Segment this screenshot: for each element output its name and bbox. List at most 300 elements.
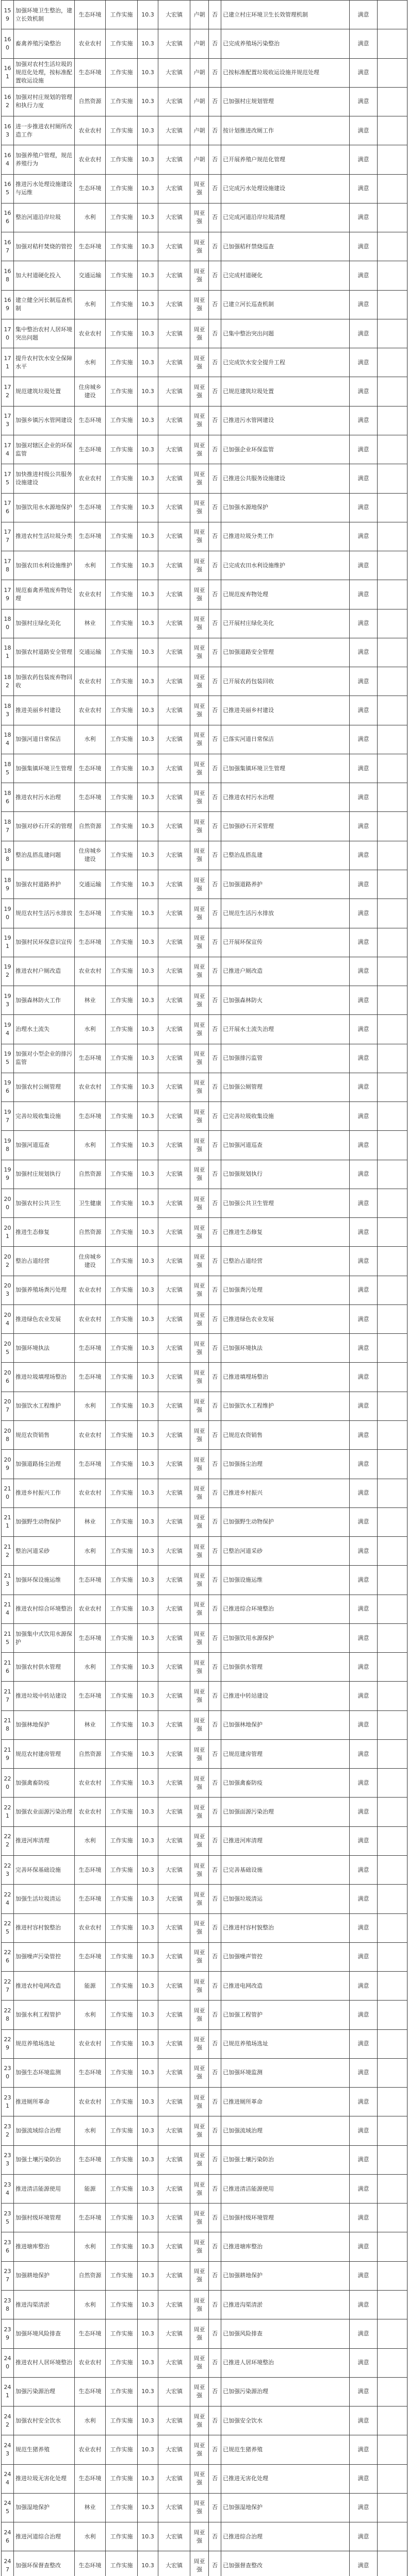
complaint-content-cell: 加强集中式饮用水源保护 — [14, 1623, 75, 1652]
category-cell: 农业农村 — [75, 580, 106, 609]
table-row — [2, 1856, 407, 1885]
remark-cell — [378, 1102, 407, 1131]
remark-cell — [378, 1334, 407, 1363]
public-flag-cell: 否 — [209, 1015, 221, 1044]
table-row — [2, 1710, 407, 1739]
rectification-status-cell: 已加强林地保护 — [221, 1710, 350, 1739]
remark-cell — [378, 1073, 407, 1101]
remark-cell — [378, 1450, 407, 1479]
complaint-content-cell: 加强农村公厕管理 — [14, 1073, 75, 1101]
remark-cell — [378, 1769, 407, 1798]
row-number-cell: 171 — [2, 348, 14, 377]
category-cell: 水利 — [75, 1537, 106, 1566]
type-cell: 工作实施 — [106, 696, 138, 725]
category-cell: 农业农村 — [75, 145, 106, 174]
town-cell: 大宏镇 — [158, 2058, 190, 2087]
level-cell: 10.3 — [138, 1942, 158, 1971]
category-cell: 水利 — [75, 1392, 106, 1420]
responsible-person-cell: 周亚强 — [190, 319, 209, 348]
responsible-person-cell: 周亚强 — [190, 638, 209, 667]
satisfaction-cell: 满意 — [350, 899, 378, 928]
category-cell: 卫生健康 — [75, 1189, 106, 1217]
responsible-person-cell: 卢朝 — [190, 29, 209, 58]
rectification-status-cell: 已推进河库清理 — [221, 1826, 350, 1855]
satisfaction-cell: 满意 — [350, 2174, 378, 2203]
complaint-content-cell: 加强野生动物保护 — [14, 1507, 75, 1536]
level-cell: 10.3 — [138, 2348, 158, 2377]
satisfaction-cell: 满意 — [350, 522, 378, 551]
table-body — [2, 1, 407, 2576]
remark-cell — [378, 2058, 407, 2087]
responsible-person-cell: 周亚强 — [190, 1044, 209, 1073]
level-cell: 10.3 — [138, 1739, 158, 1768]
rectification-status-cell: 已推进农村污水治理 — [221, 783, 350, 812]
type-cell: 工作实施 — [106, 580, 138, 609]
rectification-status-cell: 已加强村庄规划管理 — [221, 87, 350, 116]
public-flag-cell: 否 — [209, 1623, 221, 1652]
row-number-cell: 216 — [2, 1653, 14, 1682]
row-number-cell: 208 — [2, 1421, 14, 1450]
table-row — [2, 261, 407, 290]
town-cell: 大宏镇 — [158, 1682, 190, 1710]
remark-cell — [378, 87, 407, 116]
remark-cell — [378, 2319, 407, 2348]
public-flag-cell: 否 — [209, 2058, 221, 2087]
satisfaction-cell: 满意 — [350, 725, 378, 754]
level-cell: 10.3 — [138, 1015, 158, 1044]
type-cell: 工作实施 — [106, 2522, 138, 2551]
complaint-content-cell: 推进污水处理设施建设与运维 — [14, 174, 75, 203]
remark-cell — [378, 1218, 407, 1247]
public-flag-cell: 否 — [209, 464, 221, 493]
row-number-cell: 167 — [2, 232, 14, 261]
responsible-person-cell: 周亚强 — [190, 667, 209, 696]
row-number-cell: 243 — [2, 2435, 14, 2464]
rectification-status-cell: 已推进美丽乡村建设 — [221, 696, 350, 725]
responsible-person-cell: 周亚强 — [190, 2145, 209, 2174]
table-row — [2, 1885, 407, 1913]
level-cell: 10.3 — [138, 232, 158, 261]
responsible-person-cell: 周亚强 — [190, 1885, 209, 1913]
row-number-cell: 220 — [2, 1769, 14, 1798]
rectification-status-cell: 已加强环境执法 — [221, 1334, 350, 1363]
public-flag-cell: 否 — [209, 696, 221, 725]
table-row — [2, 1537, 407, 1566]
complaint-content-cell: 加强对村庄规划的管理和执行力度 — [14, 87, 75, 116]
type-cell: 工作实施 — [106, 2145, 138, 2174]
level-cell: 10.3 — [138, 1507, 158, 1536]
row-number-cell: 211 — [2, 1507, 14, 1536]
complaint-content-cell: 推进美丽乡村建设 — [14, 696, 75, 725]
category-cell: 农业农村 — [75, 29, 106, 58]
type-cell: 工作实施 — [106, 957, 138, 986]
category-cell: 生态环境 — [75, 1334, 106, 1363]
town-cell: 大宏镇 — [158, 87, 190, 116]
complaint-content-cell: 加强土壤污染防治 — [14, 2145, 75, 2174]
rectification-status-cell: 已加强环境监测 — [221, 2058, 350, 2087]
remark-cell — [378, 2290, 407, 2319]
type-cell: 工作实施 — [106, 377, 138, 406]
remark-cell — [378, 928, 407, 957]
level-cell: 10.3 — [138, 1856, 158, 1885]
rectification-status-cell: 已开展环保宣传 — [221, 928, 350, 957]
table-row — [2, 493, 407, 522]
category-cell: 林业 — [75, 1710, 106, 1739]
complaint-content-cell: 规范农资销售 — [14, 1421, 75, 1450]
rectification-status-cell: 已按标准配置垃圾收运设施并规范处理 — [221, 58, 350, 87]
public-flag-cell: 否 — [209, 2493, 221, 2522]
town-cell: 大宏镇 — [158, 493, 190, 522]
rectification-status-cell: 已整治乱搭乱建 — [221, 841, 350, 870]
satisfaction-cell: 满意 — [350, 2116, 378, 2145]
complaint-content-cell: 推进垃圾填埋场整治 — [14, 1363, 75, 1392]
category-cell: 交通运输 — [75, 870, 106, 899]
level-cell: 10.3 — [138, 1537, 158, 1566]
public-flag-cell: 否 — [209, 2377, 221, 2406]
rectification-status-cell: 已规范农资销售 — [221, 1421, 350, 1450]
remark-cell — [378, 1189, 407, 1217]
public-flag-cell: 否 — [209, 1189, 221, 1217]
level-cell: 10.3 — [138, 667, 158, 696]
level-cell: 10.3 — [138, 2435, 158, 2464]
row-number-cell: 213 — [2, 1566, 14, 1595]
level-cell: 10.3 — [138, 522, 158, 551]
town-cell: 大宏镇 — [158, 290, 190, 319]
level-cell: 10.3 — [138, 2232, 158, 2261]
town-cell: 大宏镇 — [158, 2406, 190, 2435]
category-cell: 生态环境 — [75, 2464, 106, 2493]
remark-cell — [378, 1015, 407, 1044]
remark-cell — [378, 899, 407, 928]
town-cell: 大宏镇 — [158, 1160, 190, 1189]
town-cell: 大宏镇 — [158, 29, 190, 58]
table-row — [2, 609, 407, 638]
remark-cell — [378, 2261, 407, 2290]
level-cell: 10.3 — [138, 1189, 158, 1217]
row-number-cell: 162 — [2, 87, 14, 116]
type-cell: 工作实施 — [106, 1218, 138, 1247]
complaint-content-cell: 加强林地保护 — [14, 1710, 75, 1739]
remark-cell — [378, 2204, 407, 2232]
responsible-person-cell: 周亚强 — [190, 696, 209, 725]
category-cell: 农业农村 — [75, 1073, 106, 1101]
row-number-cell: 244 — [2, 2464, 14, 2493]
row-number-cell: 178 — [2, 551, 14, 580]
remark-cell — [378, 2001, 407, 2029]
remark-cell — [378, 203, 407, 232]
row-number-cell: 172 — [2, 377, 14, 406]
public-flag-cell: 否 — [209, 1710, 221, 1739]
town-cell: 大宏镇 — [158, 725, 190, 754]
type-cell: 工作实施 — [106, 1131, 138, 1160]
level-cell: 10.3 — [138, 1, 158, 29]
complaint-content-cell: 推进农村生活垃圾分类 — [14, 522, 75, 551]
category-cell: 住房城乡建设 — [75, 841, 106, 870]
table-row — [2, 2493, 407, 2522]
row-number-cell: 214 — [2, 1595, 14, 1623]
responsible-person-cell: 周亚强 — [190, 928, 209, 957]
table-row — [2, 435, 407, 464]
category-cell: 水利 — [75, 290, 106, 319]
row-number-cell: 217 — [2, 1682, 14, 1710]
remark-cell — [378, 2464, 407, 2493]
remark-cell — [378, 812, 407, 841]
level-cell: 10.3 — [138, 1682, 158, 1710]
level-cell: 10.3 — [138, 2551, 158, 2576]
public-flag-cell: 否 — [209, 1160, 221, 1189]
category-cell: 自然资源 — [75, 87, 106, 116]
remark-cell — [378, 116, 407, 145]
satisfaction-cell: 满意 — [350, 2435, 378, 2464]
row-number-cell: 246 — [2, 2522, 14, 2551]
remark-cell — [378, 870, 407, 899]
responsible-person-cell: 周亚强 — [190, 1276, 209, 1304]
table-row — [2, 638, 407, 667]
satisfaction-cell: 满意 — [350, 1885, 378, 1913]
row-number-cell: 182 — [2, 667, 14, 696]
responsible-person-cell: 周亚强 — [190, 348, 209, 377]
satisfaction-cell: 满意 — [350, 1739, 378, 1768]
level-cell: 10.3 — [138, 2088, 158, 2116]
town-cell: 大宏镇 — [158, 783, 190, 812]
category-cell: 生态环境 — [75, 754, 106, 783]
type-cell: 工作实施 — [106, 1710, 138, 1739]
rectification-status-cell: 已规范建筑垃圾处置 — [221, 377, 350, 406]
rectification-status-cell: 已加强耕地保护 — [221, 2261, 350, 2290]
row-number-cell: 212 — [2, 1537, 14, 1566]
level-cell: 10.3 — [138, 290, 158, 319]
category-cell: 生态环境 — [75, 1682, 106, 1710]
responsible-person-cell: 周亚强 — [190, 435, 209, 464]
table-row — [2, 2406, 407, 2435]
type-cell: 工作实施 — [106, 1537, 138, 1566]
complaint-content-cell: 规范生猪养殖 — [14, 2435, 75, 2464]
satisfaction-cell: 满意 — [350, 1682, 378, 1710]
responsible-person-cell: 周亚强 — [190, 870, 209, 899]
public-flag-cell: 否 — [209, 1537, 221, 1566]
category-cell: 农业农村 — [75, 1421, 106, 1450]
category-cell: 生态环境 — [75, 2377, 106, 2406]
satisfaction-cell: 满意 — [350, 1392, 378, 1420]
public-flag-cell: 否 — [209, 2348, 221, 2377]
satisfaction-cell: 满意 — [350, 1450, 378, 1479]
category-cell: 交通运输 — [75, 638, 106, 667]
satisfaction-cell: 满意 — [350, 2377, 378, 2406]
level-cell: 10.3 — [138, 1131, 158, 1160]
table-row — [2, 1826, 407, 1855]
type-cell: 工作实施 — [106, 174, 138, 203]
complaint-content-cell: 规范农村建房管理 — [14, 1739, 75, 1768]
category-cell: 水利 — [75, 348, 106, 377]
public-flag-cell: 否 — [209, 1942, 221, 1971]
type-cell: 工作实施 — [106, 1566, 138, 1595]
public-flag-cell: 否 — [209, 1304, 221, 1333]
row-number-cell: 176 — [2, 493, 14, 522]
type-cell: 工作实施 — [106, 2261, 138, 2290]
type-cell: 工作实施 — [106, 261, 138, 290]
type-cell: 工作实施 — [106, 145, 138, 174]
level-cell: 10.3 — [138, 1421, 158, 1450]
category-cell: 生态环境 — [75, 1856, 106, 1885]
remark-cell — [378, 2435, 407, 2464]
complaint-content-cell: 加强农村道路安全管理 — [14, 638, 75, 667]
category-cell: 生态环境 — [75, 2204, 106, 2232]
row-number-cell: 186 — [2, 783, 14, 812]
table-row — [2, 1363, 407, 1392]
complaint-content-cell: 加强农村安全饮水 — [14, 2406, 75, 2435]
row-number-cell: 205 — [2, 1334, 14, 1363]
type-cell: 工作实施 — [106, 1, 138, 29]
remark-cell — [378, 2029, 407, 2058]
complaint-content-cell: 加强村庄规划执行 — [14, 1160, 75, 1189]
town-cell: 大宏镇 — [158, 1885, 190, 1913]
complaint-content-cell: 整治河道采砂 — [14, 1537, 75, 1566]
remark-cell — [378, 406, 407, 435]
remark-cell — [378, 2551, 407, 2576]
satisfaction-cell: 满意 — [350, 2088, 378, 2116]
public-flag-cell: 否 — [209, 1826, 221, 1855]
responsible-person-cell: 周亚强 — [190, 2377, 209, 2406]
responsible-person-cell: 周亚强 — [190, 203, 209, 232]
rectification-status-cell: 已建立河长巡查机制 — [221, 290, 350, 319]
table-row — [2, 1972, 407, 2001]
responsible-person-cell: 周亚强 — [190, 899, 209, 928]
category-cell: 水利 — [75, 551, 106, 580]
level-cell: 10.3 — [138, 261, 158, 290]
public-flag-cell: 否 — [209, 2116, 221, 2145]
complaint-content-cell: 推进农村综合环境整治 — [14, 1595, 75, 1623]
level-cell: 10.3 — [138, 2261, 158, 2290]
category-cell: 农业农村 — [75, 2435, 106, 2464]
satisfaction-cell: 满意 — [350, 1566, 378, 1595]
level-cell: 10.3 — [138, 841, 158, 870]
level-cell: 10.3 — [138, 725, 158, 754]
responsible-person-cell: 周亚强 — [190, 957, 209, 986]
satisfaction-cell: 满意 — [350, 116, 378, 145]
remark-cell — [378, 609, 407, 638]
complaint-rectification-table — [1, 0, 407, 2576]
table-row — [2, 1421, 407, 1450]
category-cell: 水利 — [75, 2290, 106, 2319]
responsible-person-cell: 周亚强 — [190, 841, 209, 870]
remark-cell — [378, 638, 407, 667]
rectification-status-cell: 已完成河道沿岸垃圾清理 — [221, 203, 350, 232]
table-row — [2, 725, 407, 754]
rectification-status-cell: 已加强工程管护 — [221, 2001, 350, 2029]
complaint-content-cell: 加强森林防火工作 — [14, 986, 75, 1015]
responsible-person-cell: 周亚强 — [190, 2406, 209, 2435]
row-number-cell: 185 — [2, 754, 14, 783]
row-number-cell: 209 — [2, 1450, 14, 1479]
row-number-cell: 174 — [2, 435, 14, 464]
rectification-status-cell: 已推进污水管网建设 — [221, 406, 350, 435]
category-cell: 农业农村 — [75, 1276, 106, 1304]
table-row — [2, 1942, 407, 1971]
remark-cell — [378, 986, 407, 1015]
town-cell: 大宏镇 — [158, 580, 190, 609]
remark-cell — [378, 667, 407, 696]
public-flag-cell: 否 — [209, 1769, 221, 1798]
responsible-person-cell: 周亚强 — [190, 2116, 209, 2145]
level-cell: 10.3 — [138, 580, 158, 609]
complaint-content-cell: 加强饮水工程维护 — [14, 1392, 75, 1420]
public-flag-cell: 否 — [209, 1073, 221, 1101]
category-cell: 住房城乡建设 — [75, 1247, 106, 1276]
public-flag-cell: 否 — [209, 1507, 221, 1536]
public-flag-cell: 否 — [209, 116, 221, 145]
type-cell: 工作实施 — [106, 2204, 138, 2232]
type-cell: 工作实施 — [106, 551, 138, 580]
remark-cell — [378, 348, 407, 377]
type-cell: 工作实施 — [106, 232, 138, 261]
public-flag-cell: 否 — [209, 667, 221, 696]
table-row — [2, 1304, 407, 1333]
town-cell: 大宏镇 — [158, 348, 190, 377]
complaint-content-cell: 加强河道巡查 — [14, 1131, 75, 1160]
category-cell: 农业农村 — [75, 319, 106, 348]
responsible-person-cell: 周亚强 — [190, 2029, 209, 2058]
table-row — [2, 957, 407, 986]
responsible-person-cell: 周亚强 — [190, 1218, 209, 1247]
type-cell: 工作实施 — [106, 1739, 138, 1768]
satisfaction-cell: 满意 — [350, 29, 378, 58]
table-row — [2, 2261, 407, 2290]
complaint-content-cell: 整治乱搭乱建问题 — [14, 841, 75, 870]
satisfaction-cell: 满意 — [350, 1856, 378, 1885]
rectification-status-cell: 已推进电网改造 — [221, 1972, 350, 2001]
town-cell: 大宏镇 — [158, 203, 190, 232]
complaint-content-cell: 加强生态环境监测 — [14, 2058, 75, 2087]
type-cell: 工作实施 — [106, 1189, 138, 1217]
level-cell: 10.3 — [138, 1218, 158, 1247]
level-cell: 10.3 — [138, 435, 158, 464]
remark-cell — [378, 1304, 407, 1333]
public-flag-cell: 否 — [209, 1972, 221, 2001]
type-cell: 工作实施 — [106, 1653, 138, 1682]
responsible-person-cell: 周亚强 — [190, 1798, 209, 1826]
level-cell: 10.3 — [138, 174, 158, 203]
row-number-cell: 194 — [2, 1015, 14, 1044]
row-number-cell: 189 — [2, 870, 14, 899]
row-number-cell: 230 — [2, 2058, 14, 2087]
row-number-cell: 160 — [2, 29, 14, 58]
public-flag-cell: 否 — [209, 1044, 221, 1073]
type-cell: 工作实施 — [106, 87, 138, 116]
level-cell: 10.3 — [138, 1653, 158, 1682]
rectification-status-cell: 已整治占道经营 — [221, 1247, 350, 1276]
rectification-status-cell: 已完善垃圾收集设施 — [221, 1102, 350, 1131]
type-cell: 工作实施 — [106, 725, 138, 754]
type-cell: 工作实施 — [106, 841, 138, 870]
table-row — [2, 1247, 407, 1276]
satisfaction-cell: 满意 — [350, 551, 378, 580]
rectification-status-cell: 已加强道路安全管理 — [221, 638, 350, 667]
rectification-status-cell: 已加强安全饮水 — [221, 2406, 350, 2435]
complaint-content-cell: 推进清洁能源使用 — [14, 2174, 75, 2203]
public-flag-cell: 否 — [209, 1276, 221, 1304]
remark-cell — [378, 841, 407, 870]
type-cell: 工作实施 — [106, 1798, 138, 1826]
row-number-cell: 203 — [2, 1276, 14, 1304]
town-cell: 大宏镇 — [158, 145, 190, 174]
public-flag-cell: 否 — [209, 319, 221, 348]
satisfaction-cell: 满意 — [350, 1044, 378, 1073]
type-cell: 工作实施 — [106, 1334, 138, 1363]
table-row — [2, 1623, 407, 1652]
table-row — [2, 1479, 407, 1507]
complaint-content-cell: 畜禽养殖污染整治 — [14, 29, 75, 58]
table-row — [2, 1682, 407, 1710]
